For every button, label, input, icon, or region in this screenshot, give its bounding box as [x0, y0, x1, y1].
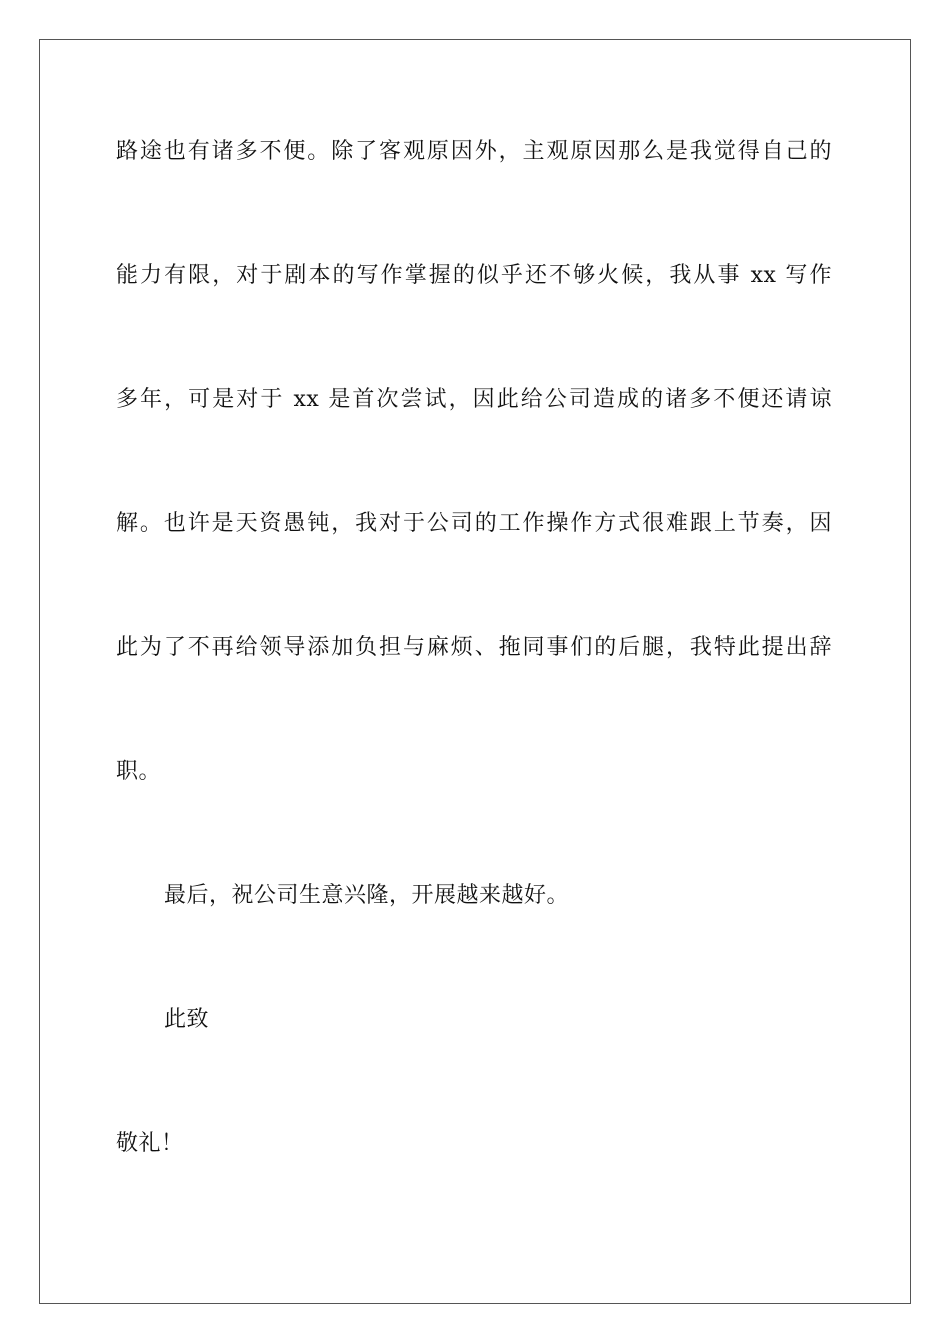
body-line-1: 路途也有诸多不便。除了客观原因外，主观原因那么是我觉得自己的 — [116, 139, 832, 164]
body-line-2: 能力有限，对于剧本的写作掌握的似乎还不够火候，我从事 xx 写作 — [116, 263, 832, 288]
salutation-cizhi: 此致 — [164, 1007, 210, 1032]
body-line-3: 多年，可是对于 xx 是首次尝试，因此给公司造成的诸多不便还请谅 — [116, 387, 832, 412]
page-frame — [39, 39, 911, 1304]
body-line-4: 解。也许是天资愚钝，我对于公司的工作操作方式很难跟上节奏，因 — [116, 511, 832, 536]
closing-wish: 最后，祝公司生意兴隆，开展越来越好。 — [164, 883, 570, 908]
body-line-6: 职。 — [116, 759, 162, 784]
body-line-5: 此为了不再给领导添加负担与麻烦、拖同事们的后腿，我特此提出辞 — [116, 635, 832, 660]
salutation-jingli: 敬礼！ — [116, 1131, 184, 1156]
